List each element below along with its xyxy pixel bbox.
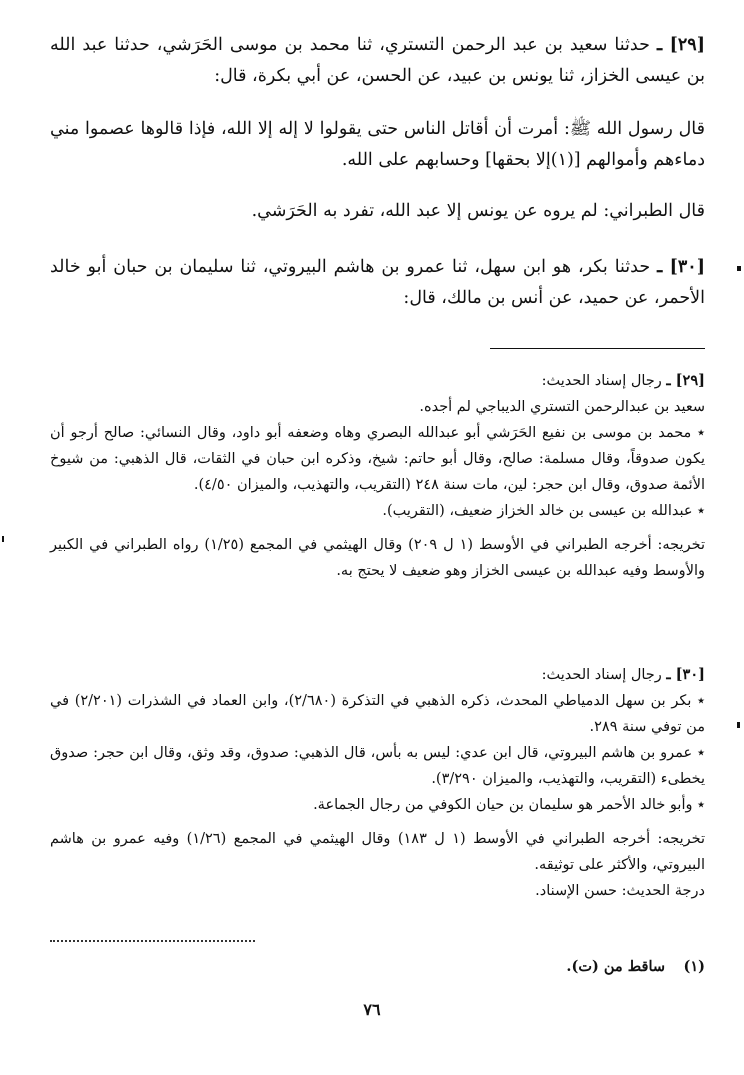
hadith-30-isnad (50, 252, 705, 314)
hadith-29-comment: قال الطبراني: لم يروه عن يونس إلا عبد الله، تفرد به الحَرَشي. (251, 201, 705, 221)
notes-29-item: ٭ محمد بن موسى بن نفيع الحَرَشي أبو عبدالله البصري وهاه وضعفه أبو داود، وقال النسائي: صالح أرجو أن يكون صدوقاً، وقال مسلمة: صالح، وقال أبو حاتم: شيخ، وذكره ابن حبان في الثقات، قال الذهبي: من شيوخ الأئمة صدوق، وقال ابن حجر: لين، مات سنة ٢٤٨ (التقريب، والتهذيب، والميزان ٤/٥٠). (50, 425, 705, 493)
scan-mark (737, 722, 740, 728)
dotted-separator (50, 940, 255, 942)
notes-30 (50, 662, 705, 904)
footnote-text: ساقط من (ت). (566, 958, 666, 975)
footnote-separator (490, 348, 705, 349)
scan-mark (2, 536, 4, 542)
notes-30-title: رجال إسناد الحديث: (541, 667, 662, 683)
hadith-29-isnad (50, 30, 705, 92)
notes-30-takhrij: تخريجه: أخرجه الطبراني في الأوسط (١ ل ١٨٣) وقال الهيثمي في المجمع (١/٢٦) وفيه عمرو بن هاشم البيروتي، والأكثر على توثيقه. (50, 831, 706, 873)
hadith-29-isnad-text: حدثنا سعيد بن عبد الرحمن التستري، ثنا محمد بن موسى الحَرَشي، حدثنا عبد الله بن عيسى الخزاز، ثنا يونس بن عبيد، عن الحسن، عن أبي بكرة، قال: (50, 35, 705, 86)
notes-30-item: ٭ وأبو خالد الأحمر هو سليمان بن حيان الكوفي من رجال الجماعة. (313, 797, 705, 813)
notes-29 (50, 368, 705, 584)
hadith-30-number: [٣٠] ـ (657, 257, 705, 277)
footnote-number: (١) (683, 958, 705, 975)
notes-29-item: ٭ عبدالله بن عيسى بن خالد الخزاز ضعيف، (التقريب). (382, 503, 705, 519)
footnote (50, 954, 705, 980)
notes-29-heading (50, 368, 705, 394)
notes-29-takhrij: تخريجه: أخرجه الطبراني في الأوسط (١ ل ٢٠٩) وقال الهيثمي في المجمع (١/٢٥) رواه الطبراني في الكبير والأوسط وفيه عبدالله بن عيسى الخزاز وهو ضعيف لا يحتج به. (50, 537, 705, 579)
notes-29-number: [٢٩] ـ (666, 372, 705, 389)
notes-30-item: ٭ بكر بن سهل الدمياطي المحدث، ذكره الذهبي في التذكرة (٢/٦٨٠)، وابن العماد في الشذرات (٢/٢٠١) في من توفي سنة ٢٨٩. (50, 693, 705, 735)
notes-30-heading (50, 662, 705, 688)
notes-29-item: سعيد بن عبدالرحمن التستري الديباجي لم أجده. (419, 399, 705, 415)
notes-30-item: ٭ عمرو بن هاشم البيروتي، قال ابن عدي: ليس به بأس، قال الذهبي: صدوق، وقد وثق، وقال ابن حجر: صدوق يخطىء (التقريب، والتهذيب، والميزان ٣/٢٩٠). (50, 745, 705, 787)
page-number: ٧٦ (363, 1000, 381, 1019)
notes-30-grade: درجة الحديث: حسن الإسناد. (535, 883, 705, 899)
hadith-30-isnad-text: حدثنا بكر، هو ابن سهل، ثنا عمرو بن هاشم البيروتي، ثنا سليمان بن حبان أبو خالد الأحمر، عن حميد، عن أنس بن مالك، قال: (50, 257, 705, 308)
notes-30-number: [٣٠] ـ (666, 666, 705, 683)
hadith-29-matn: قال رسول الله ﷺ: أمرت أن أقاتل الناس حتى يقولوا لا إله إلا الله، فإذا قالوها عصموا مني دماءهم وأموالهم [(١)إلا بحقها] وحسابهم على الله. (50, 119, 705, 170)
notes-29-title: رجال إسناد الحديث: (541, 373, 662, 389)
hadith-29-number: [٢٩] ـ (656, 35, 705, 55)
scan-mark (737, 266, 741, 271)
